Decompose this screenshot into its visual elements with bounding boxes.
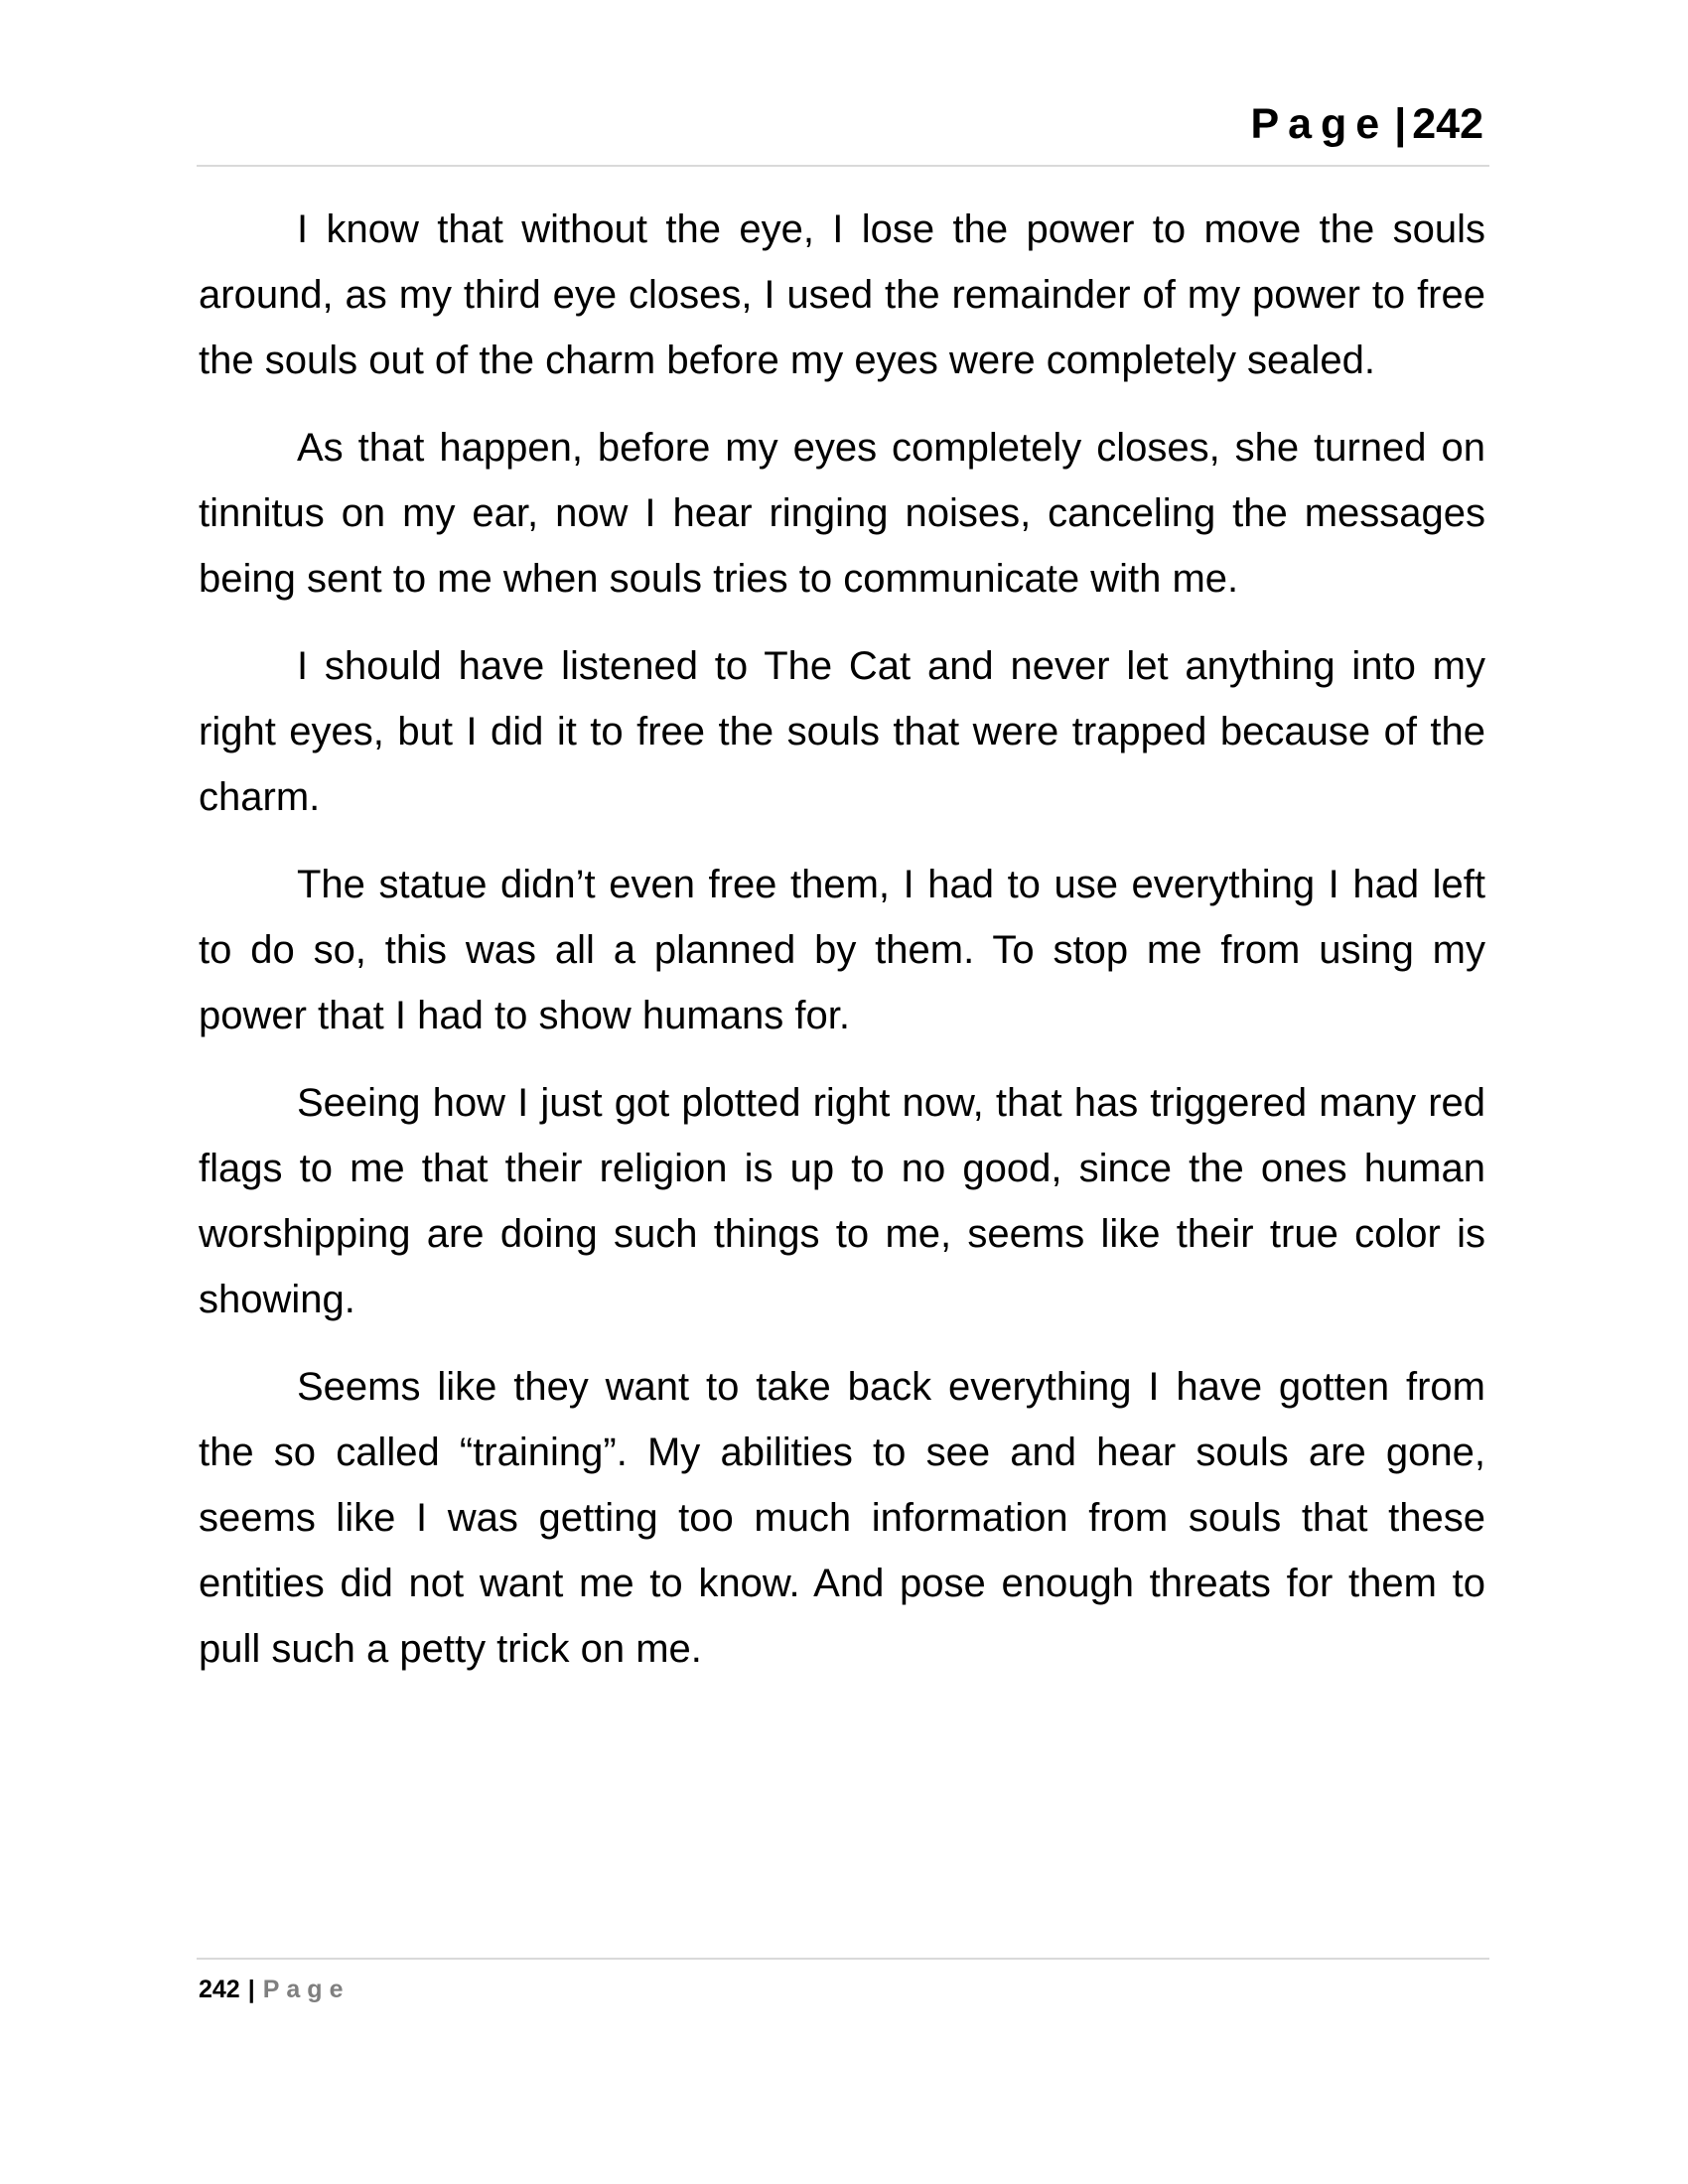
paragraph: Seems like they want to take back everything I have gotten from the so called “training”. My abilities to see and hear souls are gone, seems like I was getting too much information from souls that these entities did not want me to know. And pose enough threats for them to pull such a petty trick on me. [199, 1365, 1485, 1671]
footer-page-label [199, 1976, 350, 2004]
paragraph: I should have listened to The Cat and never let anything into my right eyes, but I did it to free the souls that were trapped because of the charm. [199, 644, 1485, 819]
paragraph: Seeing how I just got plotted right now, that has triggered many red flags to me that their religion is up to no good, since the ones human worshipping are doing such things to me, seems like their true color is showing. [199, 1081, 1485, 1321]
page-footer [197, 1958, 1489, 2003]
page-header [197, 99, 1489, 167]
header-page-label [1250, 100, 1483, 148]
paragraph: I know that without the eye, I lose the power to move the souls around, as my third eye closes, I used the remainder of my power to free the souls out of the charm before my eyes were completely sealed. [199, 207, 1485, 382]
footer-page-number: 242 [199, 1976, 240, 2003]
body-text [199, 197, 1485, 1704]
header-page-number: 242 [1412, 100, 1483, 148]
paragraph: As that happen, before my eyes completely closes, she turned on tinnitus on my ear, now I hear ringing noises, canceling the messages being sent to me when souls tries to communicate with me. [199, 426, 1485, 601]
header-separator: | [1394, 100, 1407, 148]
footer-separator: | [247, 1976, 255, 2003]
paragraph: The statue didn’t even free them, I had to use everything I had left to do so, this was all a planned by them. To stop me from using my power that I had to show humans for. [199, 863, 1485, 1037]
header-page-word: Page [1250, 100, 1389, 148]
footer-page-word: Page [262, 1976, 351, 2003]
